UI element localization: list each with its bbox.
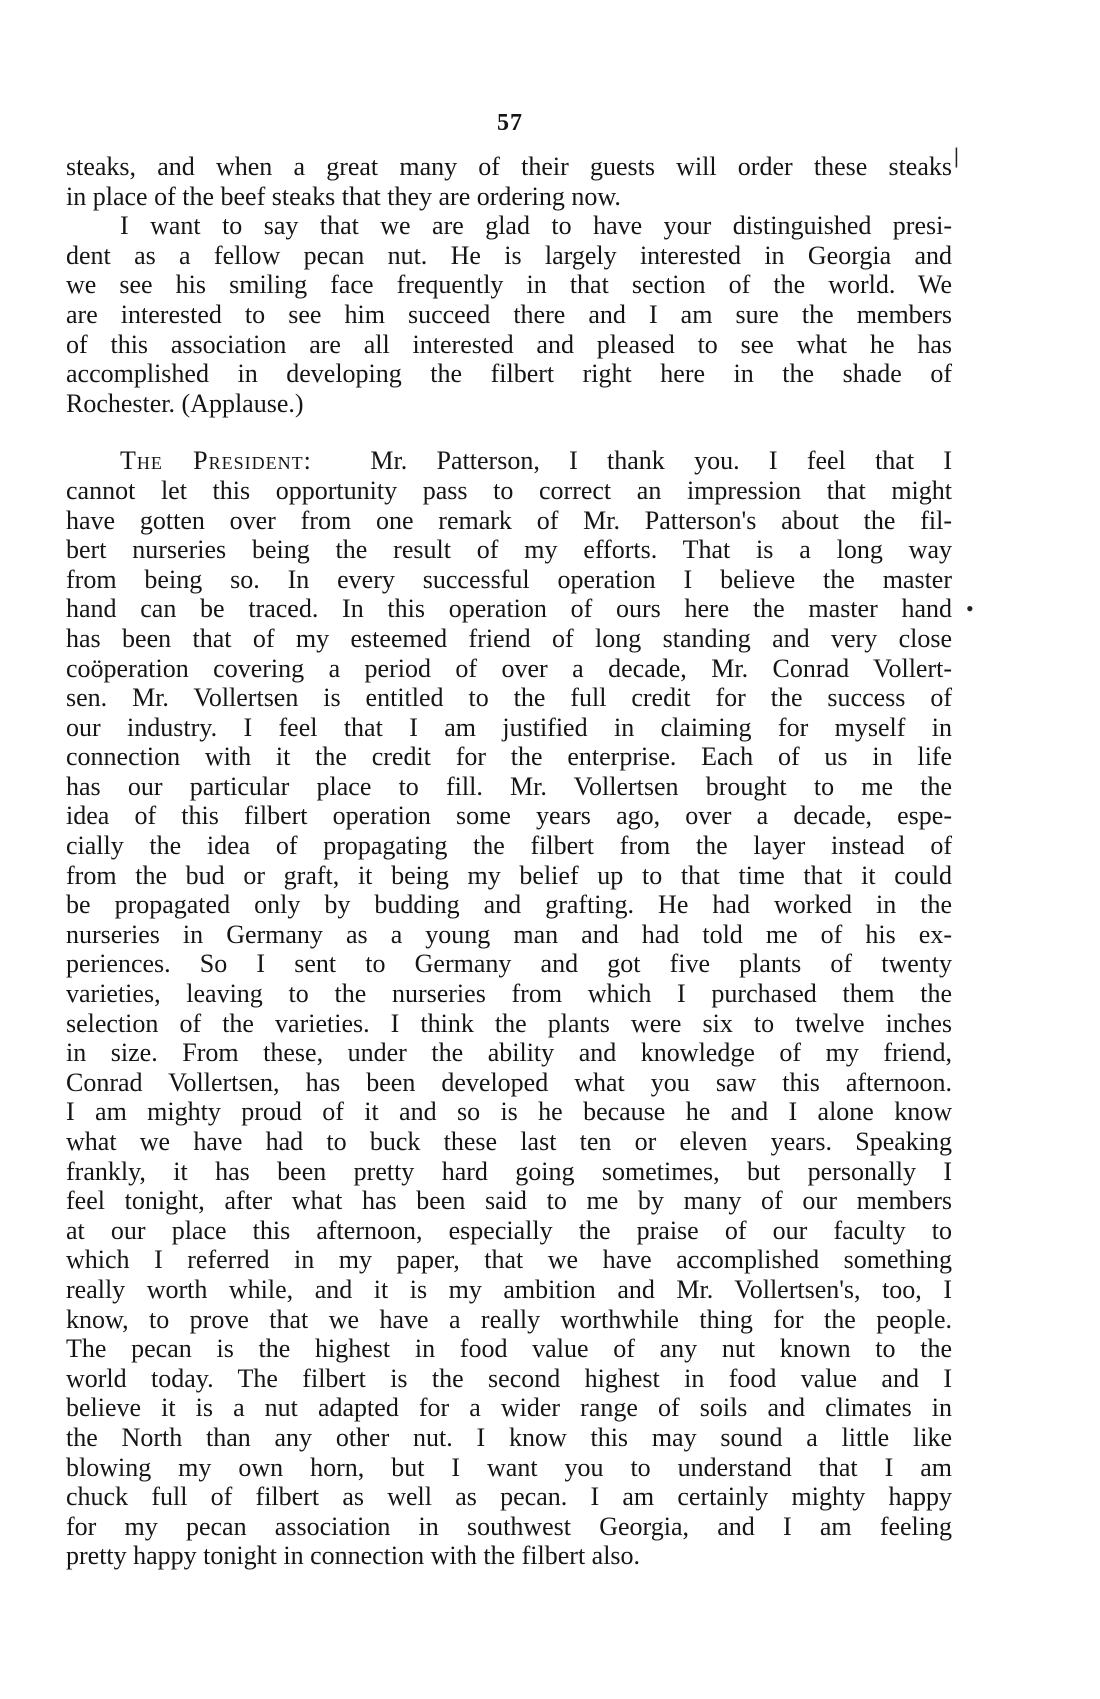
text-line: in size. From these, under the ability and knowledge of my friend,: [66, 1038, 952, 1068]
paragraph-patterson: [66, 211, 952, 418]
paragraph-continuation: [66, 152, 952, 211]
text-line: really worth while, and it is my ambition and Mr. Vollertsen's, too, I: [66, 1274, 952, 1304]
text-line: steaks, and when a great many of their guests will order these steaks: [66, 152, 952, 181]
text-line: pretty happy tonight in connection with the filbert also.: [66, 1541, 641, 1571]
text-line: for my pecan association in southwest Georgia, and I am feeling: [66, 1511, 952, 1541]
text-line: our industry. I feel that I am justified in claiming for myself in: [66, 712, 952, 742]
text-line: idea of this filbert operation some years ago, over a decade, espe-: [66, 801, 952, 831]
paragraph-president: [66, 446, 952, 1571]
text-line: bert nurseries being the result of my efforts. That is a long way: [66, 535, 952, 565]
text-line: I want to say that we are glad to have your distinguished presi-: [120, 211, 952, 241]
text-line: from the bud or graft, it being my belief up to that time that it could: [66, 860, 952, 890]
text-line: which I referred in my paper, that we have accomplished something: [66, 1245, 952, 1275]
text-line: are interested to see him succeed there and I am sure the members: [66, 299, 952, 329]
text-line: believe it is a nut adapted for a wider range of soils and climates in: [66, 1393, 952, 1423]
text-line: from being so. In every successful operation I believe the master: [66, 564, 952, 594]
text-line: has our particular place to fill. Mr. Vollertsen brought to me the: [66, 771, 952, 801]
text-line: accomplished in developing the filbert right here in the shade of: [66, 359, 952, 389]
text-line: be propagated only by budding and grafting. He had worked in the: [66, 890, 952, 920]
text-line: cannot let this opportunity pass to correct an impression that might: [66, 475, 952, 505]
text-line: dent as a fellow pecan nut. He is largely interested in Georgia and: [66, 240, 952, 270]
text-line: have gotten over from one remark of Mr. Patterson's about the fil-: [66, 505, 952, 535]
text-line: has been that of my esteemed friend of long standing and very close: [66, 623, 952, 653]
margin-dot: •: [966, 596, 974, 621]
text-line: cially the idea of propagating the filbert from the layer instead of: [66, 831, 952, 861]
text-line: The pecan is the highest in food value of any nut known to the: [66, 1334, 952, 1364]
text-line: [66, 446, 952, 476]
text-line: we see his smiling face frequently in that section of the world. We: [66, 270, 952, 300]
text-line: frankly, it has been pretty hard going sometimes, but personally I: [66, 1156, 952, 1186]
speech-start: Mr. Patterson, I thank you. I feel that I: [370, 446, 952, 476]
text-line: know, to prove that we have a really worthwhile thing for the people.: [66, 1304, 952, 1334]
text-line: chuck full of filbert as well as pecan. I am certainly mighty happy: [66, 1482, 952, 1512]
text-line: connection with it the credit for the enterprise. Each of us in life: [66, 742, 952, 772]
paragraph-gap: [66, 418, 952, 446]
text-line: the North than any other nut. I know this may sound a little like: [66, 1422, 952, 1452]
text-line: Rochester. (Applause.): [66, 388, 304, 418]
text-line: hand can be traced. In this operation of ours here the master hand: [66, 594, 952, 624]
text-line: coöperation covering a period of over a decade, Mr. Conrad Vollert-: [66, 653, 952, 683]
text-line: in place of the beef steaks that they are ordering now.: [66, 181, 621, 211]
text-line: selection of the varieties. I think the plants were six to twelve inches: [66, 1008, 952, 1038]
text-line: of this association are all interested and pleased to see what he has: [66, 329, 952, 359]
margin-mark: |: [954, 143, 959, 168]
text-line: at our place this afternoon, especially the praise of our faculty to: [66, 1215, 952, 1245]
body-text: [66, 152, 952, 1571]
text-line: varieties, leaving to the nurseries from which I purchased them the: [66, 979, 952, 1009]
text-line: blowing my own horn, but I want you to understand that I am: [66, 1452, 952, 1482]
text-line: I am mighty proud of it and so is he because he and I alone know: [66, 1097, 952, 1127]
text-line: world today. The filbert is the second highest in food value and I: [66, 1363, 952, 1393]
page-number: 57: [497, 110, 523, 136]
text-line: feel tonight, after what has been said to me by many of our members: [66, 1186, 952, 1216]
text-line: what we have had to buck these last ten or eleven years. Speaking: [66, 1127, 952, 1156]
text-line: nurseries in Germany as a young man and had told me of his ex-: [66, 919, 952, 949]
text-line: periences. So I sent to Germany and got five plants of twenty: [66, 949, 952, 979]
text-line: Conrad Vollertsen, has been developed what you saw this afternoon.: [66, 1067, 952, 1097]
text-line: sen. Mr. Vollertsen is entitled to the full credit for the success of: [66, 683, 952, 713]
speaker-label: The President:: [120, 446, 312, 476]
